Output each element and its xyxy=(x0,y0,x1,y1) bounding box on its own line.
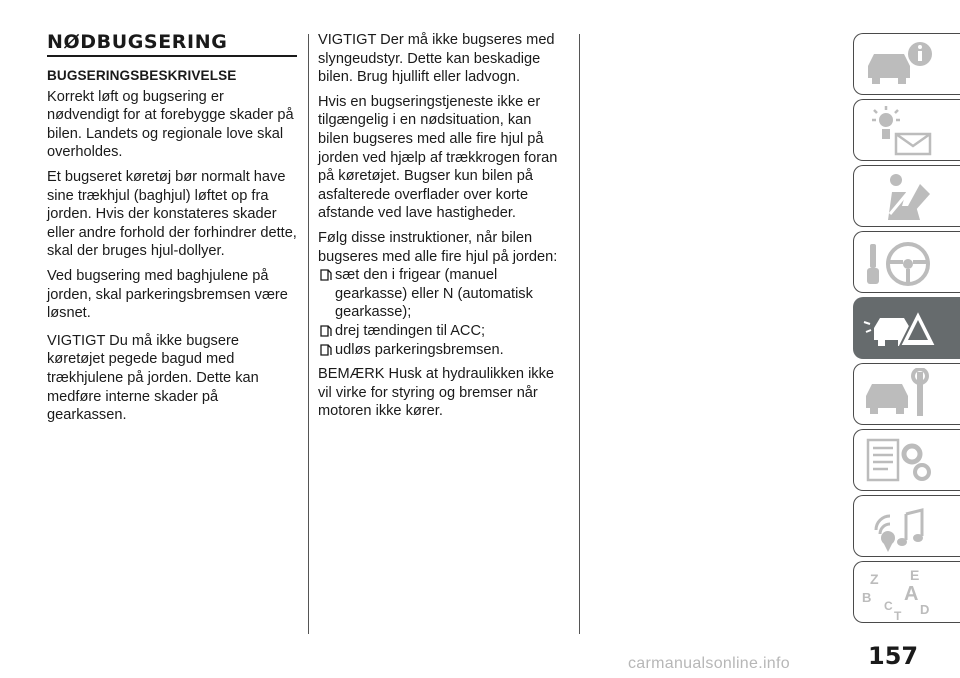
bullet-arrow-icon xyxy=(318,324,332,338)
tab-technical-data[interactable] xyxy=(853,429,960,491)
key-steering-wheel-icon xyxy=(860,236,940,290)
bullet-item xyxy=(318,341,566,360)
tab-safety[interactable] xyxy=(853,165,960,227)
tab-maintenance[interactable] xyxy=(853,363,960,425)
tab-start-drive[interactable] xyxy=(853,231,960,293)
bullet-arrow-icon xyxy=(318,268,332,282)
car-info-icon xyxy=(860,38,940,92)
technical-data-gears-icon xyxy=(860,434,940,488)
paragraph: Korrekt løft og bugsering er nødvendigt for at forebygge skader på bilen. Landets og regionale love skal overholdes. xyxy=(47,88,294,161)
index-letter: E xyxy=(910,567,920,583)
multimedia-music-icon xyxy=(860,500,940,554)
watermark-text: carmanualsonline.info xyxy=(628,655,790,672)
bullet-item xyxy=(318,322,566,341)
bullet-arrow-icon xyxy=(318,343,332,357)
column-divider xyxy=(308,34,309,634)
section-title: NØDBUGSERING xyxy=(47,30,297,57)
page-number: 157 xyxy=(868,642,919,670)
bullet-text: drej tændingen til ACC; xyxy=(335,322,486,339)
middle-column xyxy=(318,31,566,427)
index-letter: Z xyxy=(870,571,879,587)
bullet-text: sæt den i frigear (manuel gearkasse) eller N (automatisk gearkasse); xyxy=(335,267,533,321)
paragraph-important: VIGTIGT Der må ikke bugseres med slyngeudstyr. Dette kan beskadige bilen. Brug hjullift eller ladvogn. xyxy=(318,32,555,86)
index-letter: B xyxy=(862,590,872,605)
warning-lights-icon xyxy=(860,104,940,158)
breakdown-warning-triangle-icon xyxy=(860,302,940,356)
paragraph-note: BEMÆRK Husk at hydraulikken ikke vil virke for styring og bremser når motoren ikke kører. xyxy=(318,366,555,420)
paragraph-important: VIGTIGT Du må ikke bugsere køretøjet pegede bagud med trækhjulene på jorden. Dette kan medføre interne skader på gearkassen. xyxy=(47,332,259,424)
tab-index[interactable] xyxy=(853,561,960,623)
index-letter: C xyxy=(884,599,893,613)
seat-belt-airbag-icon xyxy=(860,170,940,224)
index-letter: A xyxy=(904,583,919,605)
tab-multimedia[interactable] xyxy=(853,495,960,557)
paragraph: Ved bugsering med baghjulene på jorden, skal parkeringsbremsen være løsnet. xyxy=(47,267,288,322)
bullet-text: udløs parkeringsbremsen. xyxy=(335,341,504,358)
column-divider xyxy=(579,34,580,634)
section-subtitle: BUGSERINGSBESKRIVELSE xyxy=(47,68,237,83)
tab-emergency[interactable] xyxy=(853,297,960,359)
alphabetical-index-icon xyxy=(860,566,940,620)
index-letter: D xyxy=(920,602,930,617)
left-column xyxy=(47,30,297,431)
bullet-item xyxy=(318,266,566,322)
index-letter: T xyxy=(894,609,902,620)
car-maintenance-wrench-icon xyxy=(860,368,940,422)
paragraph: Et bugseret køretøj bør normalt have sine trækhjul (baghjul) løftet op fra jorden. Hvis der konstateres skader eller andre forhold der forhindrer dette, skal der bruges hjul-dollyer. xyxy=(47,168,297,260)
paragraph: Følg disse instruktioner, når bilen bugseres med alle fire hjul på jorden: xyxy=(318,229,558,265)
tab-car-info[interactable] xyxy=(853,33,960,95)
tab-warning-lights[interactable] xyxy=(853,99,960,161)
paragraph: Hvis en bugseringstjeneste ikke er tilgængelig i en nødsituation, kan bilen bugseres med alle fire hjul på jorden ved hjælp af trækkrogen foran på køretøjet. Bugser kun bilen på asfalterede overflader over korte afstande ved lave hastigheder. xyxy=(318,93,558,222)
